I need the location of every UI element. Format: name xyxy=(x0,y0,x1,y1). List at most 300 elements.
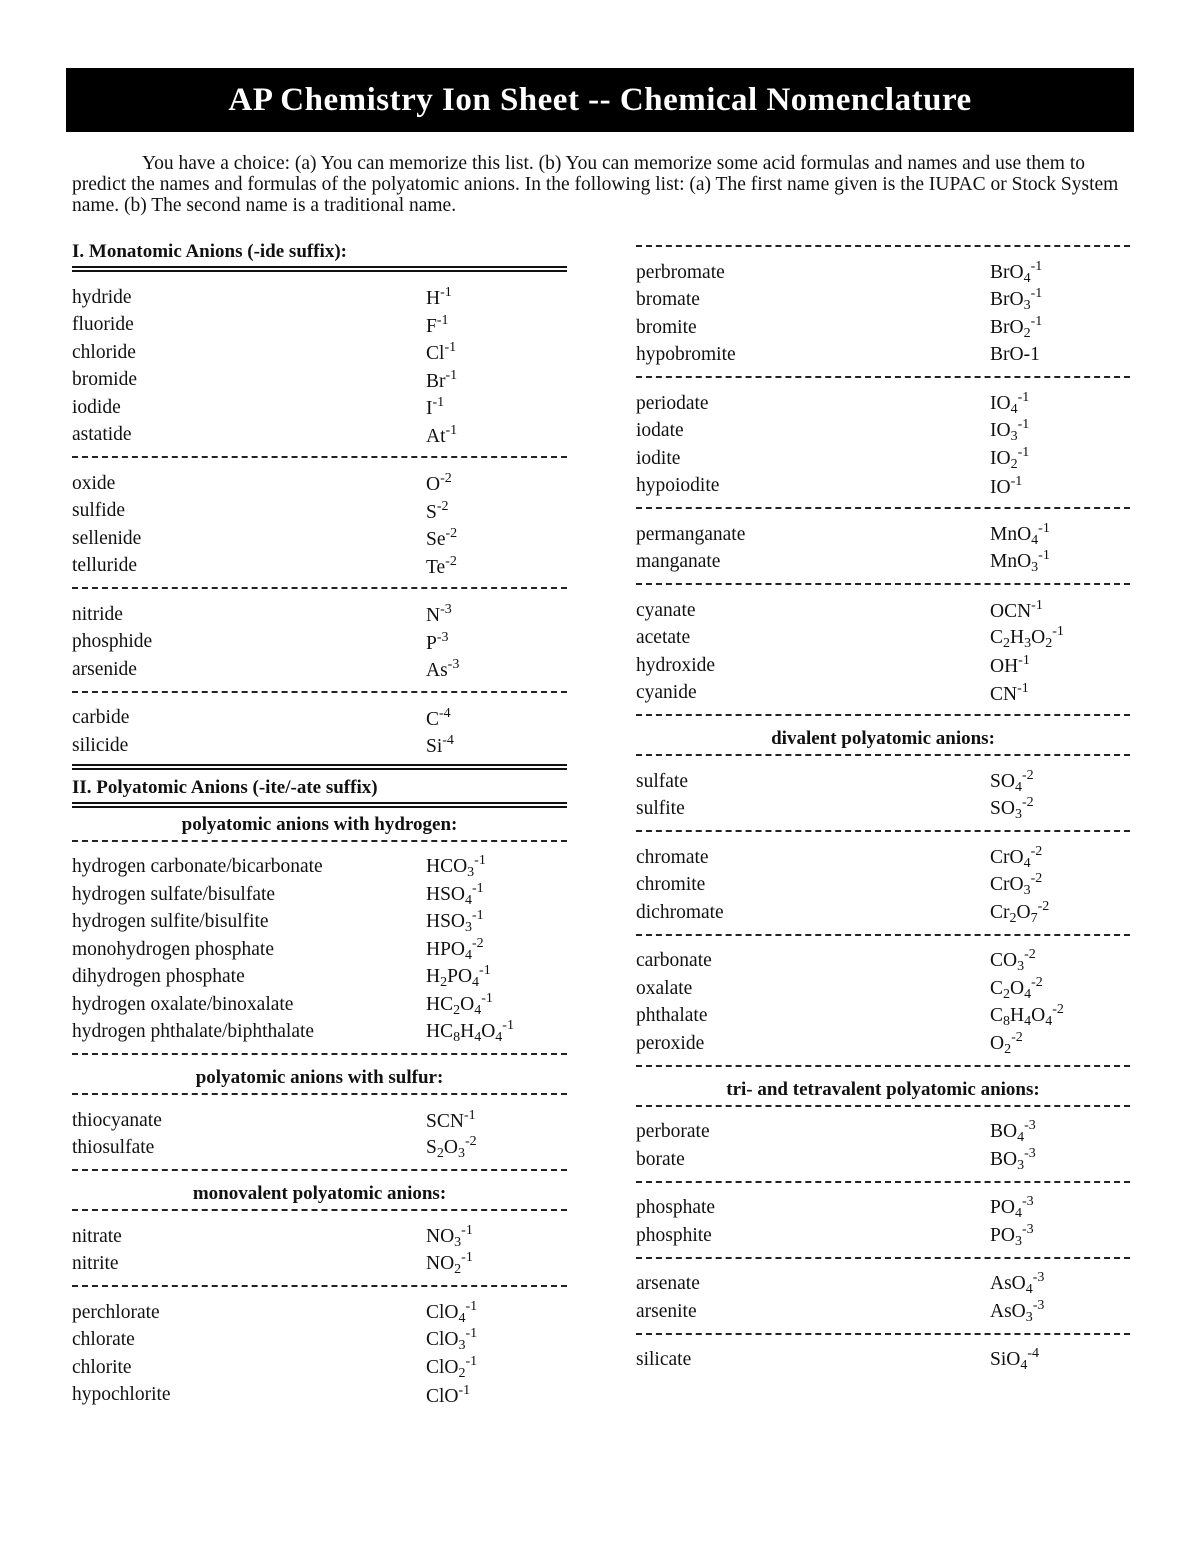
ion-formula: $N^{-3}$ xyxy=(426,602,452,627)
ion-formula: $HCO_3^{-1}$ xyxy=(426,853,486,881)
charge-superscript: -1 xyxy=(1030,286,1043,302)
ion-formula: BrO$_3^{-1}$ xyxy=(990,286,1043,314)
dashed-divider xyxy=(72,1053,567,1056)
ion-name: perbromate xyxy=(636,261,725,283)
ion-name: chloride xyxy=(72,341,136,363)
ion-formula: $PO_4^{-3}$ xyxy=(990,1194,1034,1222)
ion-name: arsenate xyxy=(636,1273,700,1295)
ion-row xyxy=(636,549,1130,577)
double-rule xyxy=(72,266,567,272)
charge-superscript: -2 xyxy=(1052,1002,1064,1018)
subscript: 4 xyxy=(1017,1130,1025,1146)
charge-superscript: -2 xyxy=(1024,947,1036,963)
subscript: 3 xyxy=(454,1234,462,1250)
ion-name: carbide xyxy=(72,707,130,729)
ion-formula: $SCN^{-1}$ xyxy=(426,1108,476,1133)
ion-row xyxy=(72,732,567,760)
ion-row xyxy=(636,1195,1130,1223)
ion-row xyxy=(72,1382,567,1410)
charge-superscript: -3 xyxy=(440,602,452,618)
ion-name: hydride xyxy=(72,286,132,308)
ion-name: bromate xyxy=(636,289,700,311)
ion-name: hydrogen sulfate/bisulfate xyxy=(72,883,276,905)
subsection-heading: monovalent polyatomic anions: xyxy=(192,1183,447,1204)
charge-superscript: -1 xyxy=(1017,444,1030,460)
charge-superscript: -1 xyxy=(465,1298,478,1314)
charge-superscript: -1 xyxy=(440,285,452,301)
ion-row xyxy=(636,768,1130,796)
ion-formula: $OH^{-1}$ xyxy=(990,653,1030,678)
ion-row xyxy=(72,1019,567,1047)
charge-superscript: -2 xyxy=(472,935,484,951)
ion-row xyxy=(72,1223,567,1251)
charge-superscript: -1 xyxy=(458,1382,471,1398)
dashed-divider xyxy=(636,934,1130,937)
subscript: 3 xyxy=(1014,807,1022,823)
section-heading: I. Monatomic Anions (-ide suffix): xyxy=(72,241,347,262)
charge-superscript: -1 xyxy=(1031,598,1043,614)
charge-superscript: -1 xyxy=(1010,473,1023,489)
ion-name: phosphite xyxy=(636,1224,712,1246)
subscript: 4 xyxy=(1024,1014,1032,1030)
ion-name: fluoride xyxy=(72,314,134,336)
ion-row xyxy=(636,597,1130,625)
subscript: 4 xyxy=(1025,1282,1033,1298)
dashed-divider xyxy=(636,830,1130,833)
ion-formula: $CN^{-1}$ xyxy=(990,680,1029,705)
ion-name: hydrogen sulfite/bisulfite xyxy=(72,911,269,933)
ion-row xyxy=(72,367,567,395)
charge-superscript: -1 xyxy=(1018,653,1030,669)
subscript: 2 xyxy=(1023,325,1031,341)
dashed-divider xyxy=(636,245,1130,248)
ion-formula: $HPO_4^{-2}$ xyxy=(426,935,484,963)
ion-row xyxy=(636,899,1130,927)
subscript: 4 xyxy=(1014,779,1022,795)
ion-formula: $H^{-1}$ xyxy=(426,285,452,310)
ion-name: phosphate xyxy=(636,1197,716,1219)
subscript: 3 xyxy=(1017,959,1025,975)
subscript: 4 xyxy=(1023,855,1031,871)
charge-superscript: -2 xyxy=(1030,871,1043,887)
ion-name: peroxide xyxy=(636,1032,705,1054)
subsection-heading: divalent polyatomic anions: xyxy=(771,728,995,749)
charge-superscript: -3 xyxy=(1024,1145,1036,1161)
dashed-divider xyxy=(636,1333,1130,1336)
ion-name: arsenite xyxy=(636,1300,697,1322)
dashed-divider xyxy=(72,1093,567,1096)
ion-name: monohydrogen phosphate xyxy=(72,938,275,960)
subscript: 2 xyxy=(1003,636,1011,652)
ion-formula: AsO$_4^{-3}$ xyxy=(990,1270,1045,1298)
ion-formula: BrO$_4^{-1}$ xyxy=(990,258,1043,286)
charge-superscript: -1 xyxy=(1052,624,1064,640)
ion-row xyxy=(636,948,1130,976)
ion-name: oxide xyxy=(72,472,116,494)
ion-name: sulfide xyxy=(72,500,126,522)
charge-superscript: -2 xyxy=(1030,843,1043,859)
ion-name: perchlorate xyxy=(72,1301,160,1323)
subsection-heading: tri- and tetravalent polyatomic anions: xyxy=(726,1078,1040,1100)
subscript: 4 xyxy=(472,975,480,991)
ion-formula: $SO_3^{-2}$ xyxy=(990,795,1034,823)
ion-formula: ClO$_3^{-1}$ xyxy=(426,1326,478,1354)
ion-name: sellenide xyxy=(72,527,142,549)
charge-superscript: -3 xyxy=(1032,1270,1045,1286)
ion-formula: $S^{-2}$ xyxy=(426,498,449,523)
ion-name: carbonate xyxy=(636,950,712,972)
subscript: 3 xyxy=(1017,1157,1025,1173)
subsection-heading: polyatomic anions with sulfur: xyxy=(195,1067,444,1088)
right-column xyxy=(636,238,1130,1374)
ion-row xyxy=(72,1299,567,1327)
ion-row xyxy=(72,1135,567,1163)
charge-superscript: -2 xyxy=(445,553,457,569)
ion-name: chromite xyxy=(636,874,706,896)
subscript: 3 xyxy=(1024,636,1032,652)
charge-superscript: -2 xyxy=(1021,767,1034,783)
ion-formula: $OCN^{-1}$ xyxy=(990,598,1043,623)
ion-formula: BrO-1 xyxy=(990,344,1040,366)
ion-formula: $IO_2^{-1}$ xyxy=(990,444,1030,472)
subscript: 3 xyxy=(1010,429,1018,445)
charge-superscript: -2 xyxy=(436,498,449,514)
ion-formula: $C^{-4}$ xyxy=(426,705,451,730)
ion-row xyxy=(72,1327,567,1355)
subscript: 2 xyxy=(436,1146,444,1162)
subscript: 3 xyxy=(1025,1309,1033,1325)
charge-superscript: -3 xyxy=(436,629,449,645)
ion-row xyxy=(636,1003,1130,1031)
ion-name: bromide xyxy=(72,369,137,391)
ion-row xyxy=(636,473,1130,501)
ion-formula: CrO$_3^{-2}$ xyxy=(990,871,1043,899)
ion-name: iodate xyxy=(636,420,684,442)
ion-name: iodite xyxy=(636,447,681,469)
ion-row xyxy=(72,284,567,312)
ion-name: hypobromite xyxy=(636,344,736,366)
subscript: 4 xyxy=(465,947,473,963)
ion-formula: $At^{-1}$ xyxy=(426,422,458,447)
ion-formula: SiO$_4^{-4}$ xyxy=(990,1346,1040,1374)
dashed-divider xyxy=(72,1209,567,1212)
charge-superscript: -1 xyxy=(1017,389,1030,405)
ion-formula: $HC_8H_4O_4^{-1}$ xyxy=(426,1018,514,1046)
ion-formula: $IO_3^{-1}$ xyxy=(990,417,1030,445)
ion-row xyxy=(636,342,1130,370)
charge-superscript: -2 xyxy=(1021,795,1034,811)
charge-superscript: -2 xyxy=(1031,974,1043,990)
ion-formula: AsO$_3^{-3}$ xyxy=(990,1297,1045,1325)
ion-row xyxy=(636,1222,1130,1250)
subscript: 2 xyxy=(1003,986,1011,1002)
ion-formula: $C_2O_4^{-2}$ xyxy=(990,974,1043,1002)
charge-superscript: -1 xyxy=(502,1018,514,1034)
charge-superscript: -1 xyxy=(461,1222,473,1238)
ion-formula: $I^{-1}$ xyxy=(426,395,445,420)
ion-formula: MnO$_3^{-1}$ xyxy=(990,548,1050,576)
dashed-divider xyxy=(72,1169,567,1172)
ion-name: dichromate xyxy=(636,901,724,923)
ion-row xyxy=(636,521,1130,549)
subscript: 4 xyxy=(1023,270,1031,286)
ion-name: sulfite xyxy=(636,798,685,820)
ion-name: silicate xyxy=(636,1349,692,1371)
ion-name: hydroxide xyxy=(636,654,716,676)
subscript: 4 xyxy=(1020,1358,1028,1374)
subscript: 3 xyxy=(458,1338,466,1354)
subscript: 3 xyxy=(1014,1233,1022,1249)
ion-name: hypoiodite xyxy=(636,475,720,497)
subscript: 4 xyxy=(458,1310,466,1326)
ion-name: permanganate xyxy=(636,523,746,545)
ion-name: cyanate xyxy=(636,599,696,621)
charge-superscript: -1 xyxy=(1038,520,1050,536)
charge-superscript: -2 xyxy=(1011,1029,1023,1045)
subscript: 3 xyxy=(1031,560,1039,576)
ion-row xyxy=(636,1146,1130,1174)
dashed-divider xyxy=(636,1181,1130,1184)
subscript: 3 xyxy=(457,1146,465,1162)
ion-formula: $Te^{-2}$ xyxy=(426,553,457,578)
ion-name: phthalate xyxy=(636,1005,708,1027)
subscript: 2 xyxy=(454,1262,462,1278)
dashed-divider xyxy=(72,1285,567,1288)
ion-formula: $CO_3^{-2}$ xyxy=(990,947,1036,975)
subscript: 4 xyxy=(1024,986,1032,1002)
subscript: 3 xyxy=(1023,883,1031,899)
ion-row xyxy=(72,991,567,1019)
ion-formula: BrO$_2^{-1}$ xyxy=(990,313,1043,341)
ion-name: nitrate xyxy=(72,1225,122,1247)
charge-superscript: -1 xyxy=(445,367,458,383)
charge-superscript: -1 xyxy=(1038,548,1050,564)
ion-name: nitride xyxy=(72,603,123,625)
subscript: 2 xyxy=(458,1365,466,1381)
ion-row xyxy=(72,339,567,367)
dashed-divider xyxy=(636,1065,1130,1068)
subscript: 2 xyxy=(1010,456,1018,472)
dashed-divider xyxy=(636,376,1130,379)
ion-formula: $C_8H_4O_4^{-2}$ xyxy=(990,1002,1064,1030)
dashed-divider xyxy=(72,587,567,590)
ion-name: perborate xyxy=(636,1121,710,1143)
section-heading: II. Polyatomic Anions (-ite/-ate suffix) xyxy=(72,776,378,798)
charge-superscript: -1 xyxy=(474,853,486,869)
ion-name: thiocyanate xyxy=(72,1109,162,1131)
charge-superscript: -1 xyxy=(461,1250,473,1266)
subscript: 3 xyxy=(1023,298,1031,314)
ion-formula: $O_2^{-2}$ xyxy=(990,1029,1023,1057)
ion-formula: $P^{-3}$ xyxy=(426,629,449,654)
ion-row xyxy=(72,498,567,526)
ion-row xyxy=(72,470,567,498)
ion-row xyxy=(636,1271,1130,1299)
ion-formula: ClO$_4^{-1}$ xyxy=(426,1298,478,1326)
subscript: 4 xyxy=(474,1002,482,1018)
charge-superscript: -2 xyxy=(1037,898,1050,914)
charge-superscript: -3 xyxy=(1021,1194,1034,1210)
ion-formula: $As^{-3}$ xyxy=(426,657,460,682)
ion-name: hydrogen oxalate/binoxalate xyxy=(72,993,294,1015)
ion-row xyxy=(72,936,567,964)
ion-formula: $SO_4^{-2}$ xyxy=(990,767,1034,795)
ion-formula: $IO_4^{-1}$ xyxy=(990,389,1030,417)
ion-row xyxy=(72,909,567,937)
subscript: 2 xyxy=(453,1002,461,1018)
dashed-divider xyxy=(636,583,1130,586)
ion-row xyxy=(636,796,1130,824)
subscript: 3 xyxy=(467,865,475,881)
charge-superscript: -4 xyxy=(442,733,454,749)
page-title: AP Chemistry Ion Sheet -- Chemical Nomenclature xyxy=(66,68,1134,132)
ion-formula: $F^{-1}$ xyxy=(426,312,449,337)
ion-name: periodate xyxy=(636,392,709,414)
ion-row xyxy=(72,394,567,422)
charge-superscript: -3 xyxy=(447,657,460,673)
ion-formula: MnO$_4^{-1}$ xyxy=(990,520,1050,548)
ion-row xyxy=(636,1298,1130,1326)
ion-row xyxy=(636,259,1130,287)
subscript: 3 xyxy=(465,920,473,936)
charge-superscript: -1 xyxy=(479,963,491,979)
subscript: 8 xyxy=(453,1030,461,1046)
ion-formula: $BO_3^{-3}$ xyxy=(990,1145,1036,1173)
ion-formula: ClO$_2^{-1}$ xyxy=(426,1353,478,1381)
charge-superscript: -4 xyxy=(1027,1346,1040,1362)
charge-superscript: -2 xyxy=(440,471,452,487)
ion-name: dihydrogen phosphate xyxy=(72,966,245,988)
ion-name: hypochlorite xyxy=(72,1384,171,1406)
subscript: 4 xyxy=(1014,1206,1022,1222)
charge-superscript: -3 xyxy=(1021,1221,1034,1237)
ion-name: astatide xyxy=(72,424,132,446)
ion-name: nitrite xyxy=(72,1253,119,1275)
ion-name: cyanide xyxy=(636,682,697,704)
intro-text: You have a choice: (a) You can memorize this list. (b) You can memorize some acid formulas and names and use them to predict the names and formulas of the polyatomic anions. In the following list: (a) The first name given is the IUPAC or Stock System name. (b) The second name is a traditional name. xyxy=(72,153,1119,216)
dashed-divider xyxy=(636,754,1130,757)
ion-name: borate xyxy=(636,1148,685,1170)
ion-row xyxy=(636,390,1130,418)
charge-superscript: -1 xyxy=(1017,417,1030,433)
ion-formula: ClO$^{-1}$ xyxy=(426,1382,471,1407)
ion-formula: $O^{-2}$ xyxy=(426,471,452,496)
ion-name: iodide xyxy=(72,396,121,418)
ion-row xyxy=(636,1119,1130,1147)
ion-formula: $Se^{-2}$ xyxy=(426,526,458,551)
ion-row xyxy=(72,705,567,733)
ion-name: telluride xyxy=(72,555,137,577)
subscript: 7 xyxy=(1030,910,1038,926)
ion-name: manganate xyxy=(636,551,721,573)
charge-superscript: -1 xyxy=(1030,313,1043,329)
charge-superscript: -1 xyxy=(436,312,449,328)
ion-formula: $PO_3^{-3}$ xyxy=(990,1221,1034,1249)
dashed-divider xyxy=(636,1257,1130,1260)
ion-row xyxy=(636,652,1130,680)
ion-row xyxy=(72,881,567,909)
ion-formula: $NO_2^{-1}$ xyxy=(426,1250,473,1278)
ion-row xyxy=(636,872,1130,900)
charge-superscript: -3 xyxy=(1032,1297,1045,1313)
subscript: 4 xyxy=(465,892,473,908)
dashed-divider xyxy=(636,507,1130,510)
ion-name: arsenide xyxy=(72,658,137,680)
ion-name: silicide xyxy=(72,734,129,756)
ion-formula: $C_2H_3O_2^{-1}$ xyxy=(990,624,1064,652)
ion-row xyxy=(72,1251,567,1279)
subscript: 4 xyxy=(1010,401,1018,417)
ion-formula: $Br^{-1}$ xyxy=(426,367,458,392)
charge-superscript: -1 xyxy=(463,1108,476,1124)
ion-row xyxy=(72,553,567,581)
ion-formula: $NO_3^{-1}$ xyxy=(426,1222,473,1250)
charge-superscript: -4 xyxy=(439,705,451,721)
charge-superscript: -1 xyxy=(1017,680,1029,696)
ion-formula: $HSO_3^{-1}$ xyxy=(426,908,484,936)
subscript: 4 xyxy=(474,1030,482,1046)
ion-formula: $H_2PO_4^{-1}$ xyxy=(426,963,491,991)
charge-superscript: -1 xyxy=(472,880,484,896)
ion-row xyxy=(72,1354,567,1382)
ion-row xyxy=(72,964,567,992)
subscript: 8 xyxy=(1003,1014,1011,1030)
charge-superscript: -2 xyxy=(464,1134,477,1150)
ion-formula: $S_2O_3^{-2}$ xyxy=(426,1134,477,1162)
ion-row xyxy=(636,680,1130,708)
ion-row xyxy=(72,312,567,340)
ion-formula: $Cl^{-1}$ xyxy=(426,340,457,365)
ion-formula: $BO_4^{-3}$ xyxy=(990,1118,1036,1146)
ion-formula: $HC_2O_4^{-1}$ xyxy=(426,990,493,1018)
ion-formula: $Si^{-4}$ xyxy=(426,733,454,758)
subscript: 2 xyxy=(1045,636,1053,652)
ion-formula: $HSO_4^{-1}$ xyxy=(426,880,484,908)
double-rule xyxy=(72,802,567,808)
ion-name: bromite xyxy=(636,316,697,338)
charge-superscript: -1 xyxy=(481,990,493,1006)
ion-row xyxy=(72,629,567,657)
ion-formula: $IO^{-1}$ xyxy=(990,473,1023,498)
ion-row xyxy=(72,422,567,450)
intro-paragraph xyxy=(72,153,1132,216)
ion-row xyxy=(72,854,567,882)
charge-superscript: -1 xyxy=(444,340,457,356)
dashed-divider xyxy=(72,456,567,459)
ion-row xyxy=(636,975,1130,1003)
ion-row xyxy=(72,601,567,629)
ion-name: chlorite xyxy=(72,1356,132,1378)
charge-superscript: -2 xyxy=(445,526,458,542)
charge-superscript: -1 xyxy=(472,908,484,924)
dashed-divider xyxy=(72,691,567,694)
ion-row xyxy=(636,314,1130,342)
charge-superscript: -1 xyxy=(1030,258,1043,274)
dashed-divider xyxy=(72,840,567,843)
ion-name: acetate xyxy=(636,627,691,649)
charge-superscript: -1 xyxy=(445,422,458,438)
dashed-divider xyxy=(636,714,1130,717)
ion-formula: $Cr_2O_7^{-2}$ xyxy=(990,898,1050,926)
ion-row xyxy=(636,418,1130,446)
ion-formula: CrO$_4^{-2}$ xyxy=(990,843,1043,871)
charge-superscript: -3 xyxy=(1024,1118,1036,1134)
subscript: 4 xyxy=(1031,532,1039,548)
ion-row xyxy=(636,1347,1130,1375)
ion-name: thiosulfate xyxy=(72,1137,155,1159)
left-column xyxy=(72,238,567,1409)
ion-name: chlorate xyxy=(72,1329,135,1351)
